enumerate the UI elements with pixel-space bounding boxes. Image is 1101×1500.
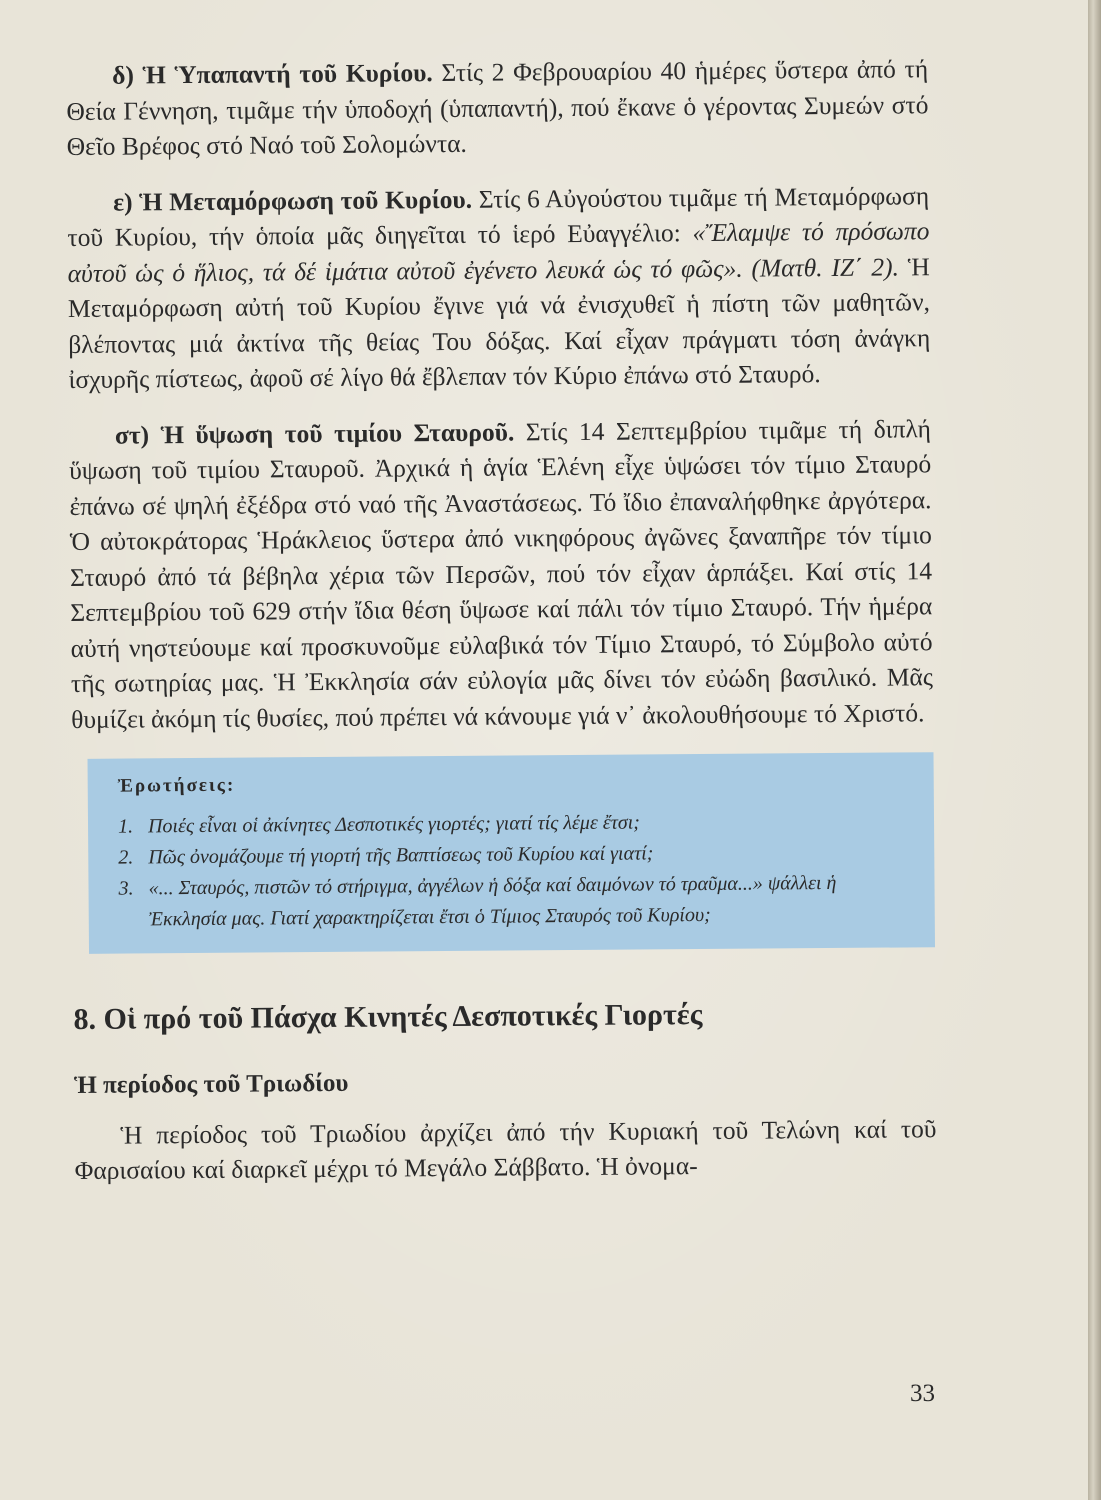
question-number: 1.	[117, 815, 134, 838]
subsection-title: Ἡ περίοδος τοῦ Τριωδίου	[73, 1069, 349, 1099]
page-number: 33	[910, 1380, 935, 1407]
paragraph-lead: δ) Ἡ Ὑπαπαντή τοῦ Κυρίου.	[112, 58, 433, 90]
question-number: 2.	[118, 846, 134, 869]
paragraph-text: Στίς 14 Σεπτεμβρίου τιμᾶμε τή διπλή ὕψωση τοῦ τιμίου Σταυροῦ. Ἀρχικά ἡ ἁγία Ἑλένη εἶχε ὑψώσει τόν τίμιο Σταυρό ἐπάνω σέ ψηλή ἐξέδρα στό ναό τῆς Ἀναστάσεως. Τό ἴδιο ἐπαναλήφθηκε ἀργότερα. Ὁ αὐτοκράτορας Ἡράκλειος ὕστερα ἀπό νικηφόρους ἀγῶνες ξαναπῆρε τόν τίμιο Σταυρό ἀπό τά βέβηλα χέρια τῶν Περσῶν, πού τόν εἶχαν ἁρπάξει. Καί στίς 14 Σεπτεμβρίου τοῦ 629 στήν ἴδια θέση ὕψωσε καί πάλι τόν τίμιο Σταυρό. Τήν ἡμέρα αὐτή νηστεύουμε καί προσκυνοῦμε εὐλαβικά τόν Τίμιο Σταυρό, τό Σύμβολο αὐτό τῆς σωτηρίας μας. Ἡ Ἐκκλησία σάν εὐλογία μᾶς δίνει τόν εὐώδη βασιλικό. Μᾶς θυμίζει ἀκόμη τίς θυσίες, πού πρέπει νά κάνουμε γιά ν᾽ ἀκολουθήσουμε τό Χριστό.	[69, 413, 933, 734]
page-content	[66, 51, 937, 1188]
question-item	[118, 867, 914, 935]
question-number: 3.	[118, 877, 134, 900]
questions-heading: Ἐρωτήσεις:	[117, 774, 236, 797]
page-edge	[1088, 0, 1101, 1500]
questions-list	[118, 805, 915, 935]
paragraph-metamorfosi	[67, 178, 931, 398]
section-title: 8. Οἱ πρό τοῦ Πάσχα Κινητές Δεσποτικές Γιορτές	[73, 998, 703, 1036]
paragraph-lead: στ) Ἡ ὕψωση τοῦ τιμίου Σταυροῦ.	[114, 416, 515, 450]
paragraph-ypapanti	[66, 51, 929, 164]
paragraph-text: Στίς 6 Αὐγούστου τιμᾶμε τή Μεταμόρφωση τοῦ Κυρίου, τήν ὁποία μᾶς διηγεῖται τό ἱερό Εὐαγγέλιο:	[67, 180, 930, 252]
paragraph-text: Στίς 2 Φεβρουαρίου 40 ἡμέρες ὕστερα ἀπό τή Θεία Γέννηση, τιμᾶμε τήν ὑποδοχή (ὑπαπαντή), πού ἔκανε ὁ γέροντας Συμεών στό Θεῖο Βρέφος στό Ναό τοῦ Σολομώντα.	[66, 54, 929, 161]
questions-box	[88, 752, 936, 954]
question-text: Πῶς ὀνομάζουμε τή γιορτή τῆς Βαπτίσεως τοῦ Κυρίου καί γιατί;	[148, 842, 654, 869]
paragraph-ypsosi	[69, 411, 933, 737]
paragraph-text: Ἡ Μεταμόρφωση αὐτή τοῦ Κυρίου ἔγινε γιά νά ἐνισχυθεῖ ἡ πίστη τῶν μαθητῶν, βλέποντας μιά ἀκτίνα τῆς θείας Του δόξας. Καί εἶχαν πράγματι τόση ἀνάγκη ἰσχυρῆς πίστεως, ἀφοῦ σέ λίγο θά ἔβλεπαν τόν Κύριο ἐπάνω στό Σταυρό.	[67, 251, 931, 394]
question-text: «... Σταυρός, πιστῶν τό στήριγμα, ἀγγέλων ἡ δόξα καί δαιμόνων τό τραῦμα...» ψάλλει ἡ Ἐκκλησία μας. Γιατί χαρακτηρίζεται ἔτσι ὁ Τίμιος Σταυρός τοῦ Κυρίου;	[148, 871, 837, 931]
paragraph-lead: ε) Ἡ Μεταμόρφωση τοῦ Κυρίου.	[113, 184, 473, 217]
question-text: Ποιές εἶναι οἱ ἀκίνητες Δεσποτικές γιορτές; γιατί τίς λέμε ἔτσι;	[147, 811, 641, 838]
paragraph-triodion: Ἡ περίοδος τοῦ Τριωδίου ἀρχίζει ἀπό τήν Κυριακή τοῦ Τελώνη καί τοῦ Φαρισαίου καί διαρκεῖ μέχρι τό Μεγάλο Σάββατο. Ἡ ὀνομα-	[74, 1113, 937, 1185]
gospel-quote: «Ἔλαμψε τό πρόσωπο αὐτοῦ ὡς ὁ ἥλιος, τά δέ ἱμάτια αὐτοῦ ἐγένετο λευκά ὡς τό φῶς». (Ματθ. ΙΖ΄ 2).	[67, 216, 930, 288]
